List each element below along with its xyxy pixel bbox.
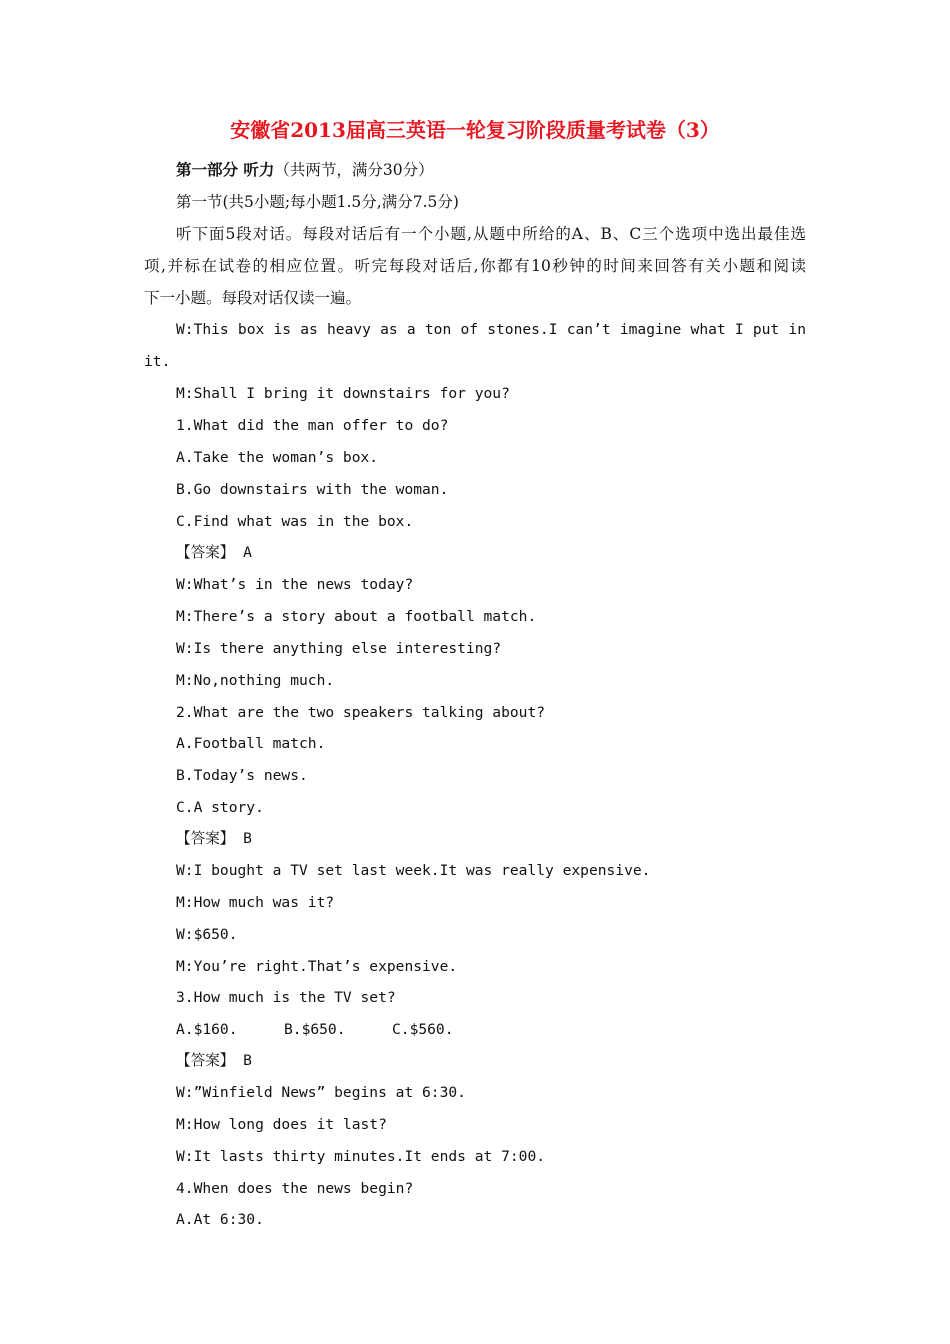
section-heading: 第一节(共5小题;每小题1.5分,满分7.5分): [176, 193, 459, 211]
q3-option-c: C.$560.: [392, 1021, 454, 1038]
q2-question: 2.What are the two speakers talking about?: [176, 704, 546, 721]
q2-dialog-line-3: W:Is there anything else interesting?: [176, 640, 502, 657]
q4-dialog-line-1: W:”Winfield News” begins at 6:30.: [176, 1084, 466, 1101]
q4-option-a: A.At 6:30.: [176, 1211, 264, 1228]
q2-dialog-line-4: M:No,nothing much.: [176, 672, 335, 689]
q3-options: [176, 1014, 454, 1046]
q3-answer: 【答案】 B: [176, 1052, 252, 1069]
q1-dialog-line-1: W:This box is as heavy as a ton of stones.I can’t imagine what I put in: [176, 321, 806, 338]
q3-dialog-line-2: M:How much was it?: [176, 894, 335, 911]
q1-option-b: B.Go downstairs with the woman.: [176, 481, 449, 498]
part-heading: [176, 154, 434, 186]
q2-dialog-line-1: W:What’s in the news today?: [176, 576, 414, 593]
q2-option-a: A.Football match.: [176, 735, 326, 752]
q3-dialog-line-4: M:You’re right.That’s expensive.: [176, 958, 458, 975]
instructions-line-2: 项,并标在试卷的相应位置。听完每段对话后,你都有10秒钟的时间来回答有关小题和阅读: [144, 257, 806, 275]
instructions-line-1: 听下面5段对话。每段对话后有一个小题,从题中所给的A、B、C三个选项中选出最佳选: [176, 225, 806, 243]
q4-dialog-line-3: W:It lasts thirty minutes.It ends at 7:00.: [176, 1148, 546, 1165]
q1-dialog-line-2: it.: [144, 353, 171, 370]
q4-dialog-line-2: M:How long does it last?: [176, 1116, 387, 1133]
q2-dialog-line-2: M:There’s a story about a football match.: [176, 608, 537, 625]
q2-option-c: C.A story.: [176, 799, 264, 816]
q2-answer: 【答案】 B: [176, 830, 252, 847]
instructions-line-3: 下一小题。每段对话仅读一遍。: [144, 289, 362, 307]
q3-option-b: B.$650.: [284, 1021, 346, 1038]
document-title: 安徽省2013届高三英语一轮复习阶段质量考试卷（3）: [230, 118, 720, 142]
q3-question: 3.How much is the TV set?: [176, 989, 396, 1006]
part-heading-rest: （共两节，满分30分）: [274, 161, 434, 179]
q1-option-c: C.Find what was in the box.: [176, 513, 414, 530]
q4-question: 4.When does the news begin?: [176, 1180, 414, 1197]
q1-dialog-line-3: M:Shall I bring it downstairs for you?: [176, 385, 510, 402]
q3-dialog-line-1: W:I bought a TV set last week.It was really expensive.: [176, 862, 651, 879]
q3-option-a: A.$160.: [176, 1021, 238, 1038]
q1-question: 1.What did the man offer to do?: [176, 417, 449, 434]
q1-answer: 【答案】 A: [176, 544, 252, 561]
q2-option-b: B.Today’s news.: [176, 767, 308, 784]
part-heading-bold: 第一部分 听力: [176, 160, 275, 179]
q1-option-a: A.Take the woman’s box.: [176, 449, 379, 466]
q3-dialog-line-3: W:$650.: [176, 926, 238, 943]
